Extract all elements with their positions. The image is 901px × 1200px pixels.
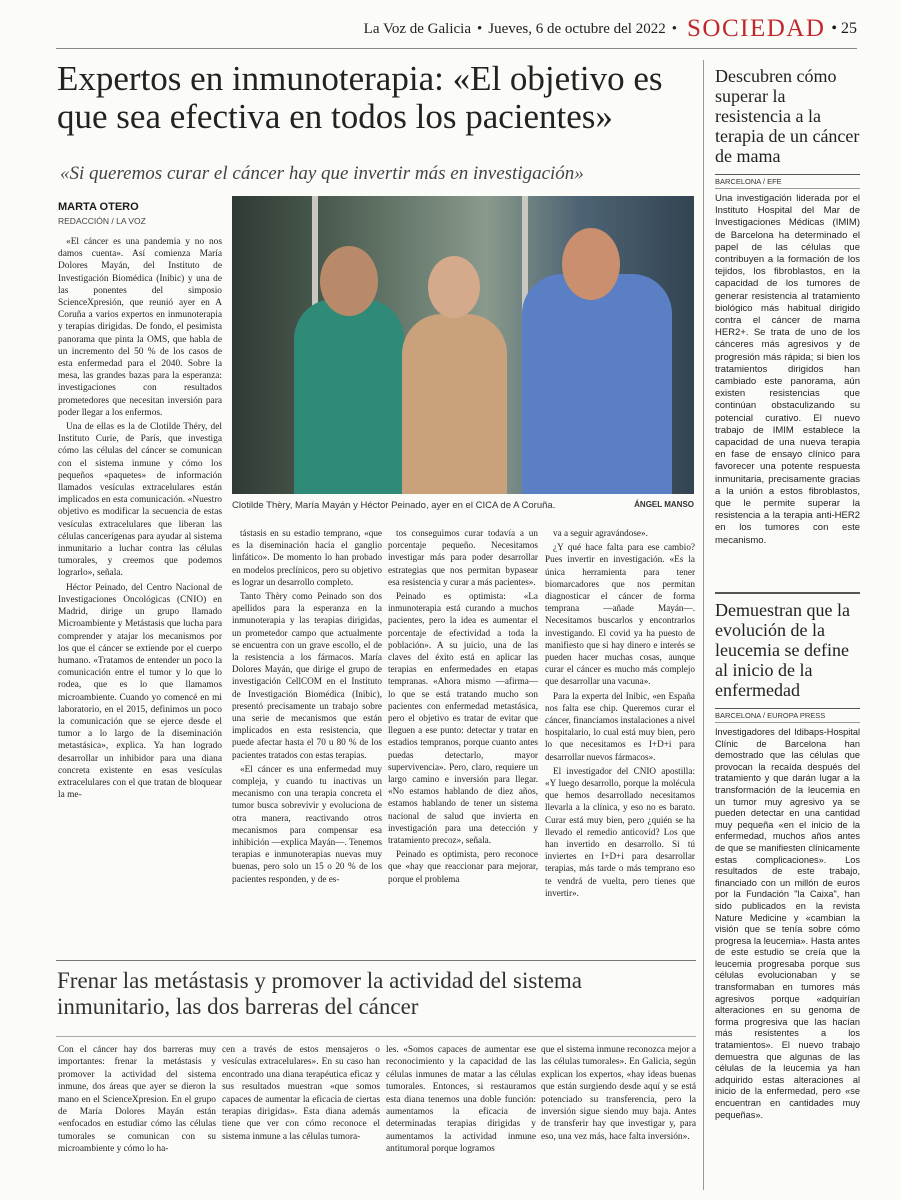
section-name: SOCIEDAD — [686, 15, 826, 42]
page-number: 25 — [841, 20, 857, 37]
issue-date: Jueves, 6 de octubre del 2022 — [488, 20, 666, 37]
masthead: La Voz de Galicia • Jueves, 6 de octubre del 2022 • SOCIEDAD • 25 — [363, 15, 857, 42]
second-article-column-4: que el sistema inmune reconozca mejor a las células tumorales». En Galicia, según explican los expertos, «hay ideas buenas que están surgiendo desde aquí y se está potenciado su transferencia, pero la inversión sigue siendo muy baja. Antes de transferir hay que investigar y, para eso, una vez más, hace falta inversión». — [541, 1045, 696, 1142]
second-article-title: Frenar las metástasis y promover la actividad del sistema inmunitario, las dos barreras del cáncer — [57, 968, 583, 1019]
sidebar-story-1-title: Descubren cómo superar la resistencia a la terapia de un cáncer de mama — [715, 66, 860, 166]
person-right — [522, 274, 672, 494]
sidebar-story-2-body: Investigadores del Idibaps-Hospital Clínic de Barcelona han demostrado que las células que provocan la recaída después del tratamiento y que darán lugar a la transformación de la leucemia en un tumor muy agresivo ya se pueden detectar en una cantidad muy pequeña «en el inicio de la enfermedad, muchos años antes de que se manifiesten clínicamente estas complicaciones». Los resultados de este trabajo, financiado con un millón de euros por la Fundación "la Caixa", han sido publicados en la revista Nature Medicine y «cambian la visión que se tenía sobre cómo progresa la leucemia». Hasta antes de este estudio se creía que la leucemia progresaba porque sus células evolucionaban y se transformaban en tumores más agresivos porque «adquirían alteraciones en su genoma de forma progresiva que las hacían más resistentes a los tratamientos». El nuevo trabajo demuestra que algunas de las células de la leucemia ya han adquirido estas alteraciones al inicio de la enfermedad, pero «se encuentran en cantidades muy pequeñas». — [715, 727, 860, 1120]
second-article-column-2: cen a través de estos mensajeros o vesículas extracelulares». En su caso han encontrado una diana terapéutica eficaz y sus resultados muestran «que somos capaces de aumentar la eficacia de ciertas terapias dirigidas». Esta diana además tiene que ver con cómo reconoce el sistema inmune a las células tumora- — [222, 1045, 380, 1142]
article-subhead: «Si queremos curar el cáncer hay que invertir más en investigación» — [60, 163, 584, 184]
person-left — [294, 299, 404, 494]
article-byline: MARTA OTERO — [58, 201, 139, 213]
sidebar-story-2-dateline: BARCELONA / EUROPA PRESS — [715, 708, 860, 723]
sidebar-story-2 — [715, 600, 860, 1121]
article-column-3: tos conseguimos curar todavía a un porcentaje pequeño. Necesitamos investigar más para poder desarrollar estrategias que nos permitan bypasear esa resistencia y curar a más pacientes». Peinado es optimista: «La inmunoterapia está curando a muchos pacientes, pero la idea es aumentar el porcentaje de efectividad a toda la población». A su juicio, una de las claves del éxito está en aplicar las terapias en enfermedades en etapas tempranas. «Ahora mismo —afirma— lo que se está tratando mucho son pacientes con enfermedad metastásica, pero el objetivo es tratar de evitar que lleguen a ese punto: detectar y tratar en estadios tempranos, porque cuanto antes puedas detectarlo, mayor supervivencia». Pero, claro, requiere un largo camino e inversión para llegar. «No estamos hablando de diez años, estamos hablando de tener un sistema nacional de salud que invierta en investigación para una detección y tratamiento precoz», señala. Peinado es optimista, pero reconoce que «hay que reaccionar para mejorar, porque el problema — [388, 528, 538, 884]
sidebar-story-1-dateline: BARCELONA / EFE — [715, 174, 860, 189]
article-headline: Expertos en inmunoterapia: «El objetivo es que sea efectiva en todos los pacientes» — [57, 59, 663, 136]
article-column-2: tástasis en su estadio temprano, «que es la diseminación hacia el ganglio linfático». De momento lo han probado en modelos preclínicos, pero su objetivo es lograr un desarrollo completo. Tanto Thèry como Peinado son dos apellidos para la esperanza en la inmunoterapia y las terapias dirigidas, un prometedor campo que actualmente se encuentra con un grave escollo, el de la resistencia a los fármacos. María Dolores Mayán, que dirige el grupo de investigación CellCOM en el Instituto de Investigación Biomédica (Inibic), presentó precisamente un trabajo sobre una serie de mecanismos que están implicados en esta resistencia, que puede afectar hasta el 70 u 80 % de los pacientes tratados con estas terapias. «El cáncer es una enfermedad muy compleja, y cuando tu inactivas un mecanismo con una terapia concreta el tumor busca sobrevivir y evoluciona de otra manera, reactivando otros mecanismos para compensar esa inhibición —explica Mayán—. Tenemos terapias e inmunoterapias nuevas muy buenas, pero solo un 15 o 20 % de los pacientes responden, y de es- — [232, 528, 382, 884]
photo-credit: ÁNGEL MANSO — [634, 500, 694, 509]
second-article-column-3: les. «Somos capaces de aumentar ese reconocimiento y la capacidad de las células inmunes de matar a las células tumorales. Entonces, si restauramos esta diana tenemos una doble función: aumentamos la eficacia de determinadas terapias dirigidas y aumentamos la actividad inmune antitumoral porque logramos — [386, 1045, 536, 1155]
photo-caption: Clotilde Thèry, María Mayán y Héctor Peinado, ayer en el CICA de A Coruña. ÁNGEL MANSO — [232, 500, 694, 511]
person-center — [402, 314, 507, 494]
column-divider — [703, 60, 704, 1190]
article-photo — [232, 196, 694, 494]
sidebar-story-2-title: Demuestran que la evolución de la leucemia se define al inicio de la enfermedad — [715, 600, 850, 700]
article-column-4: va a seguir agravándose». ¿Y qué hace falta para ese cambio? Pues invertir en investigación. «Es la única herramienta para tener biomarcadores que nos permitan diagnosticar el cáncer de forma temprana —añade Mayán—. Necesitamos buscarlos y encontrarlos investigando. El covid ya ha puesto de manifiesto que si hay dinero e interés se pueden hacer muchas cosas, aunque curar el cáncer es mucho más complejo que desarrollar una vacuna». Para la experta del Inibic, «en España nos falta ese chip. Queremos curar el cáncer, financiamos instalaciones a nivel hospitalario, lo cual está muy bien, pero lo que necesitamos es I+D+i para desarrollar nuevos fármacos». El investigador del CNIO apostilla: «Y luego desarrollo, porque la molécula que hemos desarrollado necesitamos llevarla a la clínica, y eso no es barato. Curar está muy bien, pero ¿quién se ha llevado el remedio anticovid? Los que han invertido en desarrollo. Si tú inviertes en I+D+i para desarrollar terapias, más tarde o más temprano eso te vendrá de vuelta, pero tienes que invertir». — [545, 528, 695, 898]
article-column-1: «El cáncer es una pandemia y no nos damos cuenta». Así comienza María Dolores Mayán, del Instituto de Investigación Biomédica (Inibic) y una de las ponentes del simposio ScienceXpresión, que reunió ayer en A Coruña a varios expertos en inmunoterapia y terapias dirigidas. De fondo, el pesimista panorama que pinta la OMS, que habla de un incremento del 50 % de los casos de esta enfermedad para el 2040. Sobre la mesa, las grandes bazas para la esperanza: investigaciones con resultados prometedores que necesitan inversión para poder llegar a los enfermos. Una de ellas es la de Clotilde Théry, del Instituto Curie, de París, que investiga cómo las células del cáncer se comunican con el sistema inmune y cómo los pequeños «paquetes» de información llamados vesículas extracelulares están implicados en esta comunicación. «Nuestro objetivo es modificar la secuencia de estas vesículas extracelulares que liberan las células cancerígenas para ayudar al sistema inmunitario a luchar contra las células tumorales, y creemos que podemos lograrlo», señala. Héctor Peinado, del Centro Nacional de Investigaciones Oncológicas (CNIO) en Madrid, dirige un grupo llamado Microambiente y Metástasis que lucha para comprender y atajar los mecanismos por los que el cáncer se extiende por el cuerpo humano. «Tratamos de entender un poco la comunicación entre el tumor y lo que lo rodea, que es lo que llamamos microambiente. Cuando yo comencé en mi laboratorio, en el 2015, definimos un poco la comunicación que se ejerce desde el tumor a lo largo de la diseminación metastásica», explica. Ya han logrado desarrollar un inhibidor para una diana concreta existente en esas vesículas extracelulares con el que tratan de bloquear la me- — [58, 237, 222, 801]
sidebar-story-1-body: Una investigación liderada por el Instituto Hospital del Mar de Investigaciones Médicas (IMIM) de Barcelona ha determinado el papel de las células que contribuyen a la formación de los tejidos, los fibroblastos, en la capacidad de los tumores de generar resistencia al tratamiento biológico más habitual dirigido contra el cáncer de mama HER2+. Se trata de uno de los cánceres más agresivos y de progresión más rápida; si bien los tratamientos dirigidos han cambiado este panorama, aún existen resistencias que continúan obstaculizando su potencial curativo. El nuevo trabajo de IMIM establece la capacidad de una nueva terapia en fase de ensayo clínico para favorecer una potente respuesta inmunitaria, precisamente gracias a la unión a estos fibroblastos, que le permite superar la resistencia a la terapia anti-HER2 en los tumores con este mecanismo. — [715, 193, 860, 546]
header-rule — [56, 48, 857, 49]
article-department: REDACCIÓN / LA VOZ — [58, 216, 146, 226]
sidebar-story-1 — [715, 66, 860, 547]
publication-name: La Voz de Galicia — [363, 20, 471, 37]
second-article-column-1: Con el cáncer hay dos barreras muy importantes: frenar la metástasis y promover la actividad del sistema inmune, dos áreas que ayer se dieron la mano en el ScienceXpresion. En el grupo de María Dolores Mayán están «enfocados en estudiar cómo las células tumorales se comunican con su microambiente y cómo lo ha- — [58, 1045, 216, 1155]
